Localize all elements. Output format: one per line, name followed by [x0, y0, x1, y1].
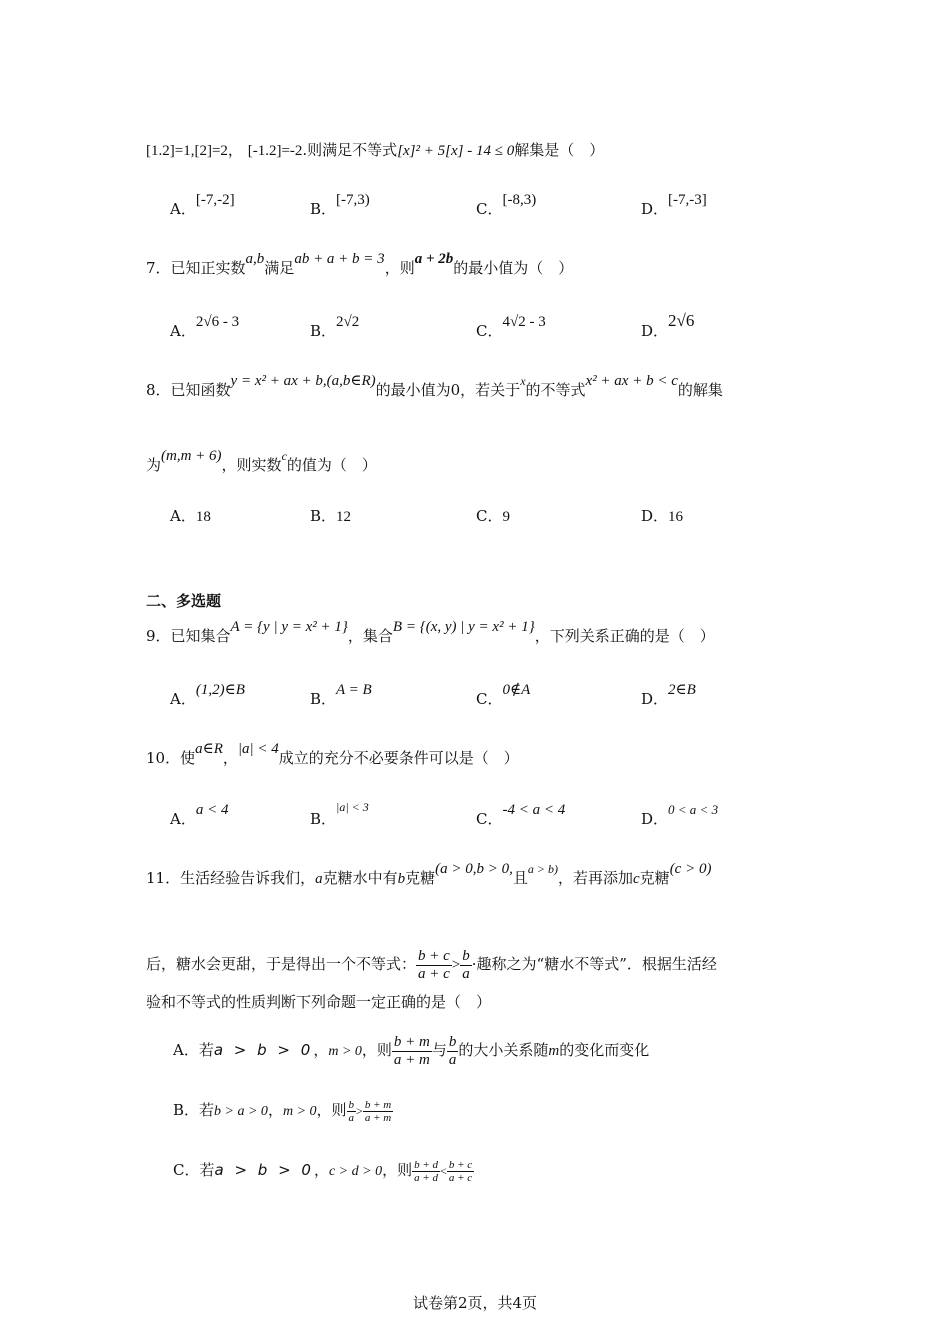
q9-stem: 9．已知集合A = {y | y = x² + 1}，集合B = {(x, y) | y = x² + 1}，下列关系正确的是（ ）	[146, 619, 715, 645]
q8-stem-line1: 8．已知函数y = x² + ax + b,(a,b∈R)的最小值为0，若关于$^x$的不等式x² + ax + b < c的解集	[146, 373, 723, 399]
q7-option-d[interactable]: D．2√6	[641, 311, 695, 340]
q9-option-c[interactable]: C．0∉A	[476, 682, 531, 708]
q10-option-b[interactable]: B．$^{|a| < 3}$	[310, 800, 369, 828]
q9-option-b[interactable]: B．A = B	[310, 682, 372, 708]
q6-example-1: [1.2]=1,[2]=2	[146, 143, 228, 159]
q7-option-b[interactable]: B．2√2	[310, 314, 360, 340]
q8-option-b[interactable]: B．12	[310, 507, 352, 525]
q6-example-2: [-1.2]=-2	[247, 143, 303, 159]
q8-option-c[interactable]: C．9	[476, 507, 510, 525]
q11-stem-line2: 后，糖水会更甜，于是得出一个不等式： $\frac{b + c}{a + c}$ > $\frac{b}{a}$ ·趣称之为“糖水不等式”．根据生活经	[146, 947, 717, 982]
page-footer: 试卷第2页，共4页	[412, 1294, 538, 1312]
q7-option-c[interactable]: C．4√2 - 3	[476, 314, 546, 340]
q6-option-d[interactable]: D．[-7,-3]	[641, 192, 707, 218]
q7-stem: 7．已知正实数a,b满足ab + a + b = 3，则a + 2b的最小值为（ ）	[146, 251, 574, 277]
q11-option-b[interactable]: B．若b > a > 0，m > 0，则 $\frac{b}{a}$ > $\frac{b + m}{a + m}$	[173, 1098, 392, 1124]
q10-option-a[interactable]: A．a < 4	[170, 802, 229, 828]
q6-option-c[interactable]: C．[-8,3)	[476, 192, 537, 218]
q10-option-c[interactable]: C．-4 < a < 4	[476, 802, 566, 828]
q6-option-a[interactable]: A．[-7,-2]	[170, 192, 235, 218]
q10-option-d[interactable]: D．0 < a < 3	[641, 802, 719, 828]
q11-stem-line3: 验和不等式的性质判断下列命题一定正确的是（ ）	[146, 993, 492, 1011]
q10-stem: 10．使a∈R，|a| < 4成立的充分不必要条件可以是（ ）	[146, 741, 519, 767]
q9-option-d[interactable]: D．2∈B	[641, 682, 696, 708]
q7-option-a[interactable]: A．2√6 - 3	[170, 314, 240, 340]
q8-option-d[interactable]: D．16	[641, 507, 684, 525]
q8-stem-line2: 为(m,m + 6)，则实数$^c$的值为（ ）	[146, 448, 377, 474]
q11-fraction-left: $\frac{b + c}{a + c}$	[418, 947, 450, 982]
q6-stem: [1.2]=1,[2]=2， [-1.2]=-2.则满足不等式[x]² + 5[x] - 14 ≤ 0解集是（ ）	[146, 141, 605, 159]
q11-option-a[interactable]: A．若a > b > 0，m > 0，则 $\frac{b + m}{a + m}$ 与 $\frac{b}{a}$ 的大小关系随m的变化而变化	[173, 1033, 650, 1068]
q11-option-c[interactable]: C．若a > b > 0，c > d > 0，则 $\frac{b + d}{a + d}$ < $\frac{b + c}{a + c}$	[173, 1158, 473, 1184]
q6-option-b[interactable]: B．[-7,3)	[310, 192, 370, 218]
q9-option-a[interactable]: A．(1,2)∈B	[170, 682, 245, 708]
q11-stem-line1: 11．生活经验告诉我们，a克糖水中有b克糖(a > 0,b > 0,且$^{a > b)}$，若再添加c克糖(c > 0)	[146, 861, 712, 887]
q6-inequality: [x]² + 5[x] - 14 ≤ 0	[397, 143, 515, 159]
section-heading-multiple-choice: 二、多选题	[146, 592, 222, 610]
q11-fraction-right: $\frac{b}{a}$	[462, 947, 470, 982]
q8-option-a[interactable]: A．18	[170, 507, 211, 525]
